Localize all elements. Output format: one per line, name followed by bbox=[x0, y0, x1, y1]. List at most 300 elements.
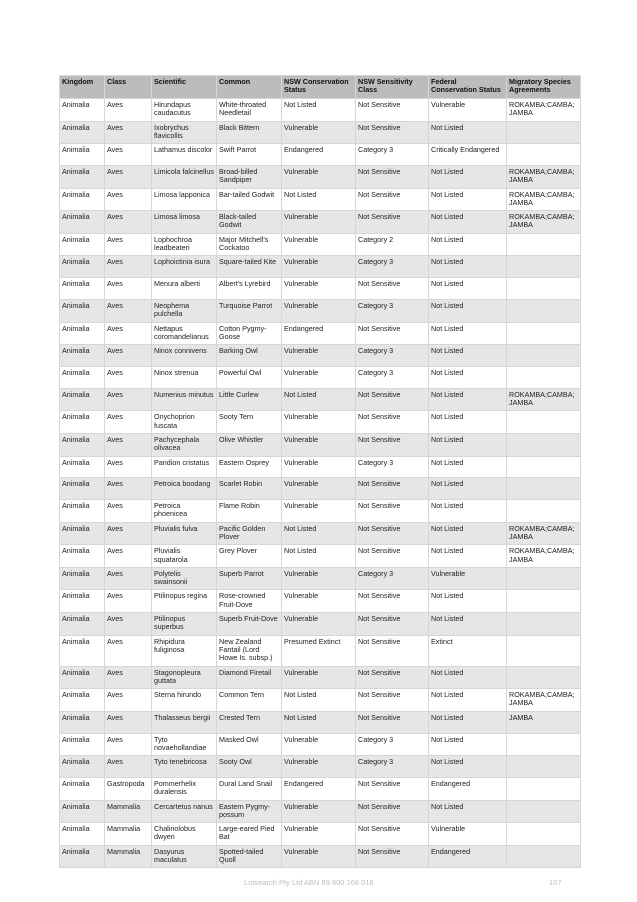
cell-federal-conservation-status: Not Listed bbox=[429, 500, 507, 523]
cell-federal-conservation-status: Critically Endangered bbox=[429, 144, 507, 166]
cell-common: Superb Parrot bbox=[217, 567, 282, 590]
cell-nsw-sensitivity-class: Not Sensitive bbox=[356, 613, 429, 636]
cell-class: Aves bbox=[105, 121, 152, 144]
cell-common: Powerful Owl bbox=[217, 366, 282, 388]
cell-federal-conservation-status: Not Listed bbox=[429, 433, 507, 456]
cell-migratory-species-agreements bbox=[507, 823, 581, 846]
cell-federal-conservation-status: Not Listed bbox=[429, 256, 507, 278]
cell-common: Black-tailed Godwit bbox=[217, 211, 282, 234]
cell-class: Aves bbox=[105, 500, 152, 523]
cell-scientific: Petroica boodang bbox=[152, 478, 217, 500]
cell-kingdom: Animalia bbox=[60, 278, 105, 300]
cell-class: Aves bbox=[105, 522, 152, 545]
cell-nsw-sensitivity-class: Not Sensitive bbox=[356, 635, 429, 666]
cell-class: Mammalia bbox=[105, 845, 152, 868]
cell-nsw-sensitivity-class: Not Sensitive bbox=[356, 845, 429, 868]
table-row bbox=[60, 545, 581, 568]
cell-scientific: Neophema pulchella bbox=[152, 299, 217, 322]
cell-nsw-sensitivity-class: Category 3 bbox=[356, 144, 429, 166]
cell-scientific: Tyto novaehollandiae bbox=[152, 733, 217, 756]
cell-kingdom: Animalia bbox=[60, 635, 105, 666]
cell-scientific: Pandion cristatus bbox=[152, 456, 217, 478]
cell-class: Aves bbox=[105, 711, 152, 733]
cell-nsw-conservation-status: Vulnerable bbox=[282, 590, 356, 613]
cell-common: Dural Land Snail bbox=[217, 777, 282, 800]
table-row bbox=[60, 613, 581, 636]
cell-kingdom: Animalia bbox=[60, 345, 105, 367]
cell-migratory-species-agreements bbox=[507, 613, 581, 636]
cell-nsw-sensitivity-class: Not Sensitive bbox=[356, 590, 429, 613]
table-row bbox=[60, 121, 581, 144]
cell-federal-conservation-status: Endangered bbox=[429, 845, 507, 868]
cell-class: Aves bbox=[105, 278, 152, 300]
cell-scientific: Rhipidura fuliginosa bbox=[152, 635, 217, 666]
cell-nsw-sensitivity-class: Not Sensitive bbox=[356, 689, 429, 712]
cell-kingdom: Animalia bbox=[60, 478, 105, 500]
cell-class: Mammalia bbox=[105, 823, 152, 846]
cell-nsw-sensitivity-class: Not Sensitive bbox=[356, 211, 429, 234]
cell-scientific: Lathamus discolor bbox=[152, 144, 217, 166]
table-row bbox=[60, 800, 581, 823]
cell-common: Square-tailed Kite bbox=[217, 256, 282, 278]
cell-nsw-conservation-status: Vulnerable bbox=[282, 366, 356, 388]
header-nsw-conservation-status: NSW Conservation Status bbox=[282, 76, 356, 99]
cell-nsw-sensitivity-class: Not Sensitive bbox=[356, 478, 429, 500]
footer-page-number: 107 bbox=[549, 878, 562, 887]
header-nsw-sensitivity-class: NSW Sensitivity Class bbox=[356, 76, 429, 99]
cell-kingdom: Animalia bbox=[60, 689, 105, 712]
cell-common: Pacific Golden Plover bbox=[217, 522, 282, 545]
cell-migratory-species-agreements bbox=[507, 456, 581, 478]
cell-nsw-sensitivity-class: Not Sensitive bbox=[356, 165, 429, 188]
cell-migratory-species-agreements bbox=[507, 478, 581, 500]
cell-federal-conservation-status: Not Listed bbox=[429, 590, 507, 613]
table-row bbox=[60, 567, 581, 590]
cell-nsw-conservation-status: Endangered bbox=[282, 322, 356, 345]
table-row bbox=[60, 590, 581, 613]
cell-class: Aves bbox=[105, 211, 152, 234]
cell-common: Eastern Pygmy-possum bbox=[217, 800, 282, 823]
cell-class: Aves bbox=[105, 322, 152, 345]
cell-class: Aves bbox=[105, 635, 152, 666]
table-row bbox=[60, 256, 581, 278]
cell-federal-conservation-status: Vulnerable bbox=[429, 567, 507, 590]
cell-nsw-conservation-status: Endangered bbox=[282, 144, 356, 166]
cell-federal-conservation-status: Vulnerable bbox=[429, 823, 507, 846]
cell-class: Aves bbox=[105, 478, 152, 500]
cell-migratory-species-agreements: ROKAMBA;CAMBA; JAMBA bbox=[507, 545, 581, 568]
cell-nsw-conservation-status: Vulnerable bbox=[282, 299, 356, 322]
cell-common: Common Tern bbox=[217, 689, 282, 712]
cell-federal-conservation-status: Not Listed bbox=[429, 613, 507, 636]
table-row bbox=[60, 366, 581, 388]
cell-migratory-species-agreements bbox=[507, 256, 581, 278]
cell-nsw-conservation-status: Vulnerable bbox=[282, 845, 356, 868]
cell-class: Aves bbox=[105, 733, 152, 756]
footer-company: Lotsearch Pty Ltd ABN 89 600 168 018 bbox=[244, 878, 374, 887]
table-row bbox=[60, 433, 581, 456]
species-table bbox=[59, 75, 581, 868]
cell-nsw-conservation-status: Vulnerable bbox=[282, 345, 356, 367]
cell-kingdom: Animalia bbox=[60, 433, 105, 456]
cell-common: New Zealand Fantail (Lord Howe Is. subsp.) bbox=[217, 635, 282, 666]
table-row bbox=[60, 188, 581, 211]
cell-nsw-conservation-status: Vulnerable bbox=[282, 211, 356, 234]
cell-common: Superb Fruit-Dove bbox=[217, 613, 282, 636]
cell-scientific: Onychoprion fuscata bbox=[152, 411, 217, 434]
cell-kingdom: Animalia bbox=[60, 99, 105, 122]
cell-nsw-conservation-status: Vulnerable bbox=[282, 233, 356, 256]
cell-federal-conservation-status: Not Listed bbox=[429, 689, 507, 712]
cell-kingdom: Animalia bbox=[60, 756, 105, 778]
cell-nsw-sensitivity-class: Not Sensitive bbox=[356, 278, 429, 300]
cell-common: Olive Whistler bbox=[217, 433, 282, 456]
cell-class: Aves bbox=[105, 411, 152, 434]
cell-federal-conservation-status: Not Listed bbox=[429, 211, 507, 234]
cell-scientific: Limosa lapponica bbox=[152, 188, 217, 211]
cell-class: Aves bbox=[105, 756, 152, 778]
cell-common: Cotton Pygmy-Goose bbox=[217, 322, 282, 345]
cell-scientific: Sterna hirundo bbox=[152, 689, 217, 712]
cell-nsw-conservation-status: Vulnerable bbox=[282, 756, 356, 778]
cell-nsw-conservation-status: Not Listed bbox=[282, 388, 356, 411]
cell-kingdom: Animalia bbox=[60, 567, 105, 590]
cell-scientific: Dasyurus maculatus bbox=[152, 845, 217, 868]
table-row bbox=[60, 144, 581, 166]
cell-common: Broad-billed Sandpiper bbox=[217, 165, 282, 188]
cell-kingdom: Animalia bbox=[60, 845, 105, 868]
cell-nsw-sensitivity-class: Not Sensitive bbox=[356, 800, 429, 823]
cell-common: Barking Owl bbox=[217, 345, 282, 367]
cell-class: Aves bbox=[105, 256, 152, 278]
cell-kingdom: Animalia bbox=[60, 500, 105, 523]
table-row bbox=[60, 522, 581, 545]
cell-scientific: Pluvialis squatarola bbox=[152, 545, 217, 568]
cell-nsw-sensitivity-class: Not Sensitive bbox=[356, 666, 429, 689]
table-row bbox=[60, 733, 581, 756]
cell-nsw-conservation-status: Not Listed bbox=[282, 545, 356, 568]
header-federal-conservation-status: Federal Conservation Status bbox=[429, 76, 507, 99]
cell-nsw-conservation-status: Vulnerable bbox=[282, 666, 356, 689]
cell-common: Bar-tailed Godwit bbox=[217, 188, 282, 211]
cell-class: Aves bbox=[105, 613, 152, 636]
cell-common: Major Mitchell's Cockatoo bbox=[217, 233, 282, 256]
cell-common: Rose-crowned Fruit-Dove bbox=[217, 590, 282, 613]
cell-kingdom: Animalia bbox=[60, 411, 105, 434]
table-row bbox=[60, 500, 581, 523]
cell-federal-conservation-status: Not Listed bbox=[429, 456, 507, 478]
cell-class: Aves bbox=[105, 345, 152, 367]
cell-nsw-conservation-status: Presumed Extinct bbox=[282, 635, 356, 666]
cell-nsw-conservation-status: Not Listed bbox=[282, 188, 356, 211]
cell-scientific: Pachycephala olivacea bbox=[152, 433, 217, 456]
cell-common: Black Bittern bbox=[217, 121, 282, 144]
cell-common: Scarlet Robin bbox=[217, 478, 282, 500]
cell-kingdom: Animalia bbox=[60, 711, 105, 733]
cell-nsw-conservation-status: Vulnerable bbox=[282, 500, 356, 523]
cell-class: Aves bbox=[105, 590, 152, 613]
cell-federal-conservation-status: Not Listed bbox=[429, 121, 507, 144]
cell-migratory-species-agreements bbox=[507, 411, 581, 434]
cell-kingdom: Animalia bbox=[60, 733, 105, 756]
cell-nsw-sensitivity-class: Not Sensitive bbox=[356, 433, 429, 456]
cell-migratory-species-agreements bbox=[507, 756, 581, 778]
cell-migratory-species-agreements: ROKAMBA;CAMBA; JAMBA bbox=[507, 165, 581, 188]
cell-migratory-species-agreements bbox=[507, 366, 581, 388]
cell-scientific: Pluvialis fulva bbox=[152, 522, 217, 545]
cell-kingdom: Animalia bbox=[60, 800, 105, 823]
cell-kingdom: Animalia bbox=[60, 233, 105, 256]
cell-migratory-species-agreements bbox=[507, 278, 581, 300]
header-scientific: Scientific bbox=[152, 76, 217, 99]
cell-class: Aves bbox=[105, 567, 152, 590]
cell-class: Aves bbox=[105, 165, 152, 188]
cell-kingdom: Animalia bbox=[60, 823, 105, 846]
cell-scientific: Menura alberti bbox=[152, 278, 217, 300]
table-row bbox=[60, 388, 581, 411]
cell-kingdom: Animalia bbox=[60, 322, 105, 345]
cell-scientific: Ixobrychus flavicollis bbox=[152, 121, 217, 144]
cell-nsw-conservation-status: Vulnerable bbox=[282, 613, 356, 636]
cell-class: Gastropoda bbox=[105, 777, 152, 800]
cell-migratory-species-agreements: ROKAMBA;CAMBA; JAMBA bbox=[507, 388, 581, 411]
table-row bbox=[60, 777, 581, 800]
cell-nsw-conservation-status: Vulnerable bbox=[282, 278, 356, 300]
cell-migratory-species-agreements: JAMBA bbox=[507, 711, 581, 733]
cell-nsw-conservation-status: Vulnerable bbox=[282, 456, 356, 478]
cell-scientific: Petroica phoenicea bbox=[152, 500, 217, 523]
cell-common: Sooty Owl bbox=[217, 756, 282, 778]
cell-scientific: Tyto tenebricosa bbox=[152, 756, 217, 778]
cell-class: Aves bbox=[105, 545, 152, 568]
cell-kingdom: Animalia bbox=[60, 366, 105, 388]
cell-nsw-sensitivity-class: Not Sensitive bbox=[356, 188, 429, 211]
cell-nsw-conservation-status: Vulnerable bbox=[282, 478, 356, 500]
cell-nsw-conservation-status: Not Listed bbox=[282, 689, 356, 712]
table-row bbox=[60, 345, 581, 367]
cell-nsw-sensitivity-class: Not Sensitive bbox=[356, 777, 429, 800]
table-row bbox=[60, 322, 581, 345]
cell-federal-conservation-status: Not Listed bbox=[429, 345, 507, 367]
table-row bbox=[60, 233, 581, 256]
table-row bbox=[60, 411, 581, 434]
cell-migratory-species-agreements bbox=[507, 121, 581, 144]
cell-nsw-sensitivity-class: Not Sensitive bbox=[356, 411, 429, 434]
cell-nsw-conservation-status: Vulnerable bbox=[282, 733, 356, 756]
cell-nsw-sensitivity-class: Not Sensitive bbox=[356, 500, 429, 523]
cell-federal-conservation-status: Not Listed bbox=[429, 322, 507, 345]
cell-class: Aves bbox=[105, 366, 152, 388]
cell-common: Grey Plover bbox=[217, 545, 282, 568]
header-row bbox=[60, 76, 581, 99]
cell-migratory-species-agreements: ROKAMBA;CAMBA; JAMBA bbox=[507, 99, 581, 122]
cell-nsw-conservation-status: Endangered bbox=[282, 777, 356, 800]
header-class: Class bbox=[105, 76, 152, 99]
cell-common: Swift Parrot bbox=[217, 144, 282, 166]
cell-migratory-species-agreements bbox=[507, 299, 581, 322]
cell-kingdom: Animalia bbox=[60, 121, 105, 144]
cell-federal-conservation-status: Not Listed bbox=[429, 366, 507, 388]
table-row bbox=[60, 845, 581, 868]
cell-common: Eastern Osprey bbox=[217, 456, 282, 478]
cell-nsw-conservation-status: Vulnerable bbox=[282, 165, 356, 188]
cell-federal-conservation-status: Not Listed bbox=[429, 165, 507, 188]
cell-class: Aves bbox=[105, 188, 152, 211]
table-row bbox=[60, 756, 581, 778]
cell-scientific: Limosa limosa bbox=[152, 211, 217, 234]
cell-common: Turquoise Parrot bbox=[217, 299, 282, 322]
cell-kingdom: Animalia bbox=[60, 613, 105, 636]
cell-federal-conservation-status: Not Listed bbox=[429, 756, 507, 778]
cell-nsw-conservation-status: Not Listed bbox=[282, 99, 356, 122]
table-row bbox=[60, 99, 581, 122]
cell-common: Spotted-tailed Quoll bbox=[217, 845, 282, 868]
header-migratory-species-agreements: Migratory Species Agreements bbox=[507, 76, 581, 99]
table-row bbox=[60, 165, 581, 188]
cell-federal-conservation-status: Not Listed bbox=[429, 278, 507, 300]
cell-common: Masked Owl bbox=[217, 733, 282, 756]
cell-common: Sooty Tern bbox=[217, 411, 282, 434]
cell-scientific: Nettapus coromandelianus bbox=[152, 322, 217, 345]
cell-nsw-sensitivity-class: Category 3 bbox=[356, 366, 429, 388]
cell-federal-conservation-status: Not Listed bbox=[429, 800, 507, 823]
cell-migratory-species-agreements: ROKAMBA;CAMBA; JAMBA bbox=[507, 211, 581, 234]
cell-common: Flame Robin bbox=[217, 500, 282, 523]
cell-nsw-sensitivity-class: Category 2 bbox=[356, 233, 429, 256]
cell-federal-conservation-status: Not Listed bbox=[429, 545, 507, 568]
cell-nsw-sensitivity-class: Not Sensitive bbox=[356, 99, 429, 122]
cell-nsw-conservation-status: Vulnerable bbox=[282, 256, 356, 278]
cell-scientific: Thalasseus bergii bbox=[152, 711, 217, 733]
cell-federal-conservation-status: Vulnerable bbox=[429, 99, 507, 122]
cell-migratory-species-agreements bbox=[507, 322, 581, 345]
cell-scientific: Limicola falcinellus bbox=[152, 165, 217, 188]
cell-kingdom: Animalia bbox=[60, 545, 105, 568]
cell-federal-conservation-status: Not Listed bbox=[429, 188, 507, 211]
cell-migratory-species-agreements bbox=[507, 144, 581, 166]
table-header bbox=[60, 76, 581, 99]
cell-nsw-sensitivity-class: Not Sensitive bbox=[356, 522, 429, 545]
cell-nsw-conservation-status: Not Listed bbox=[282, 711, 356, 733]
cell-migratory-species-agreements bbox=[507, 635, 581, 666]
cell-nsw-sensitivity-class: Category 3 bbox=[356, 299, 429, 322]
cell-scientific: Stagonopleura guttata bbox=[152, 666, 217, 689]
cell-migratory-species-agreements bbox=[507, 845, 581, 868]
table-row bbox=[60, 278, 581, 300]
cell-scientific: Ninox strenua bbox=[152, 366, 217, 388]
cell-migratory-species-agreements bbox=[507, 733, 581, 756]
cell-nsw-sensitivity-class: Not Sensitive bbox=[356, 823, 429, 846]
header-common: Common bbox=[217, 76, 282, 99]
cell-nsw-sensitivity-class: Not Sensitive bbox=[356, 711, 429, 733]
cell-kingdom: Animalia bbox=[60, 165, 105, 188]
cell-federal-conservation-status: Extinct bbox=[429, 635, 507, 666]
cell-kingdom: Animalia bbox=[60, 299, 105, 322]
cell-class: Aves bbox=[105, 456, 152, 478]
cell-nsw-sensitivity-class: Category 3 bbox=[356, 567, 429, 590]
header-kingdom: Kingdom bbox=[60, 76, 105, 99]
cell-scientific: Polytelis swainsonii bbox=[152, 567, 217, 590]
table-row bbox=[60, 666, 581, 689]
cell-common: Diamond Firetail bbox=[217, 666, 282, 689]
cell-scientific: Hirundapus caudacutus bbox=[152, 99, 217, 122]
cell-federal-conservation-status: Not Listed bbox=[429, 299, 507, 322]
cell-scientific: Chalinolobus dwyeri bbox=[152, 823, 217, 846]
cell-scientific: Ptilinopus superbus bbox=[152, 613, 217, 636]
cell-kingdom: Animalia bbox=[60, 256, 105, 278]
cell-class: Aves bbox=[105, 433, 152, 456]
cell-scientific: Cercartetus nanus bbox=[152, 800, 217, 823]
cell-class: Aves bbox=[105, 689, 152, 712]
cell-federal-conservation-status: Endangered bbox=[429, 777, 507, 800]
cell-kingdom: Animalia bbox=[60, 522, 105, 545]
cell-migratory-species-agreements bbox=[507, 666, 581, 689]
table-row bbox=[60, 478, 581, 500]
cell-migratory-species-agreements bbox=[507, 233, 581, 256]
table-row bbox=[60, 211, 581, 234]
cell-scientific: Ninox connivens bbox=[152, 345, 217, 367]
cell-nsw-conservation-status: Vulnerable bbox=[282, 823, 356, 846]
cell-common: Albert's Lyrebird bbox=[217, 278, 282, 300]
cell-nsw-sensitivity-class: Not Sensitive bbox=[356, 545, 429, 568]
table-body bbox=[60, 99, 581, 868]
table-row bbox=[60, 635, 581, 666]
cell-migratory-species-agreements bbox=[507, 800, 581, 823]
cell-nsw-conservation-status: Not Listed bbox=[282, 522, 356, 545]
cell-scientific: Ptilinopus regina bbox=[152, 590, 217, 613]
cell-migratory-species-agreements bbox=[507, 500, 581, 523]
cell-class: Mammalia bbox=[105, 800, 152, 823]
cell-nsw-conservation-status: Vulnerable bbox=[282, 433, 356, 456]
cell-federal-conservation-status: Not Listed bbox=[429, 522, 507, 545]
cell-scientific: Numenius minutus bbox=[152, 388, 217, 411]
table-row bbox=[60, 299, 581, 322]
cell-nsw-sensitivity-class: Category 3 bbox=[356, 733, 429, 756]
cell-class: Aves bbox=[105, 388, 152, 411]
cell-federal-conservation-status: Not Listed bbox=[429, 666, 507, 689]
cell-federal-conservation-status: Not Listed bbox=[429, 733, 507, 756]
cell-federal-conservation-status: Not Listed bbox=[429, 711, 507, 733]
cell-migratory-species-agreements: ROKAMBA;CAMBA; JAMBA bbox=[507, 689, 581, 712]
cell-kingdom: Animalia bbox=[60, 456, 105, 478]
cell-common: Little Curlew bbox=[217, 388, 282, 411]
cell-nsw-sensitivity-class: Category 3 bbox=[356, 756, 429, 778]
cell-nsw-conservation-status: Vulnerable bbox=[282, 121, 356, 144]
cell-kingdom: Animalia bbox=[60, 188, 105, 211]
cell-nsw-conservation-status: Vulnerable bbox=[282, 411, 356, 434]
cell-kingdom: Animalia bbox=[60, 590, 105, 613]
cell-class: Aves bbox=[105, 99, 152, 122]
cell-migratory-species-agreements bbox=[507, 433, 581, 456]
cell-migratory-species-agreements bbox=[507, 590, 581, 613]
cell-scientific: Pommerhelix duralensis bbox=[152, 777, 217, 800]
cell-common: Large-eared Pied Bat bbox=[217, 823, 282, 846]
cell-kingdom: Animalia bbox=[60, 144, 105, 166]
cell-kingdom: Animalia bbox=[60, 388, 105, 411]
cell-nsw-sensitivity-class: Not Sensitive bbox=[356, 322, 429, 345]
cell-kingdom: Animalia bbox=[60, 666, 105, 689]
cell-class: Aves bbox=[105, 144, 152, 166]
cell-class: Aves bbox=[105, 233, 152, 256]
cell-common: White-throated Needletail bbox=[217, 99, 282, 122]
cell-nsw-sensitivity-class: Not Sensitive bbox=[356, 388, 429, 411]
cell-migratory-species-agreements: ROKAMBA;CAMBA; JAMBA bbox=[507, 522, 581, 545]
cell-migratory-species-agreements bbox=[507, 567, 581, 590]
table-row bbox=[60, 823, 581, 846]
cell-scientific: Lophoictinia isura bbox=[152, 256, 217, 278]
cell-nsw-conservation-status: Vulnerable bbox=[282, 800, 356, 823]
cell-federal-conservation-status: Not Listed bbox=[429, 411, 507, 434]
